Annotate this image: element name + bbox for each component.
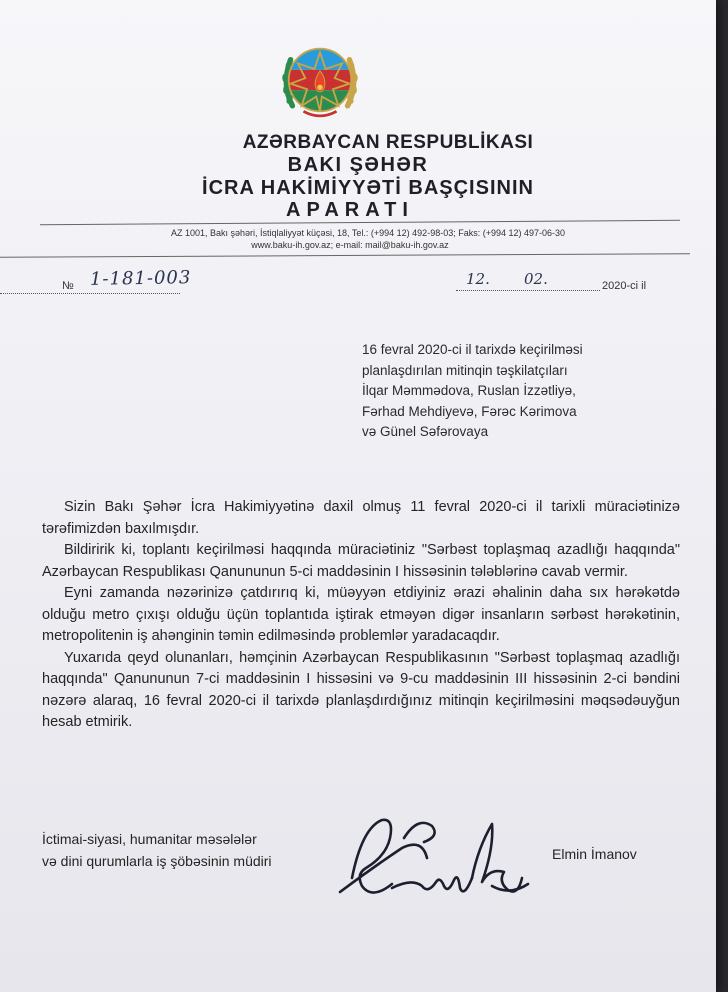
state-emblem-icon <box>274 34 366 126</box>
number-label: № <box>62 280 74 292</box>
contact-web-email: www.baku-ih.gov.az; e-mail: mail@baku-ih.gov.az <box>251 240 449 250</box>
header-apparat: APARATI <box>286 199 414 221</box>
addressee-line: və Günel Səfərovaya <box>362 424 489 439</box>
contact-address: AZ 1001, Bakı şəhəri, İstiqlaliyyət küçəsi, 18, Tel.: (+994 12) 492-98-03; Faks: (+994 12) 497-06-30 <box>170 228 566 238</box>
date-year: 2020-ci il <box>602 280 647 292</box>
addressee-line: planlaşdırılan mitinqin təşkilatçıları <box>362 362 568 378</box>
addressee-block <box>362 340 682 443</box>
body-paragraph: Sizin Bakı Şəhər İcra Hakimiyyətinə daxil olmuş 11 fevral 2020-ci il tarixli müraciətinizə tərəfimizdən baxılmışdır. <box>42 499 680 537</box>
body-paragraph: Yuxarıda qeyd olunanları, həmçinin Azərbaycan Respublikasının "Sərbəst toplaşmaq azadlığı haqqında" Qanununun 7-ci maddəsinin I hissəsini və 9-cu maddəsinin III hissəsinin 2-ci bəndini nəzərə alaraq, 16 fevral 2020-ci il tarixdə planlaşdırdığınız mitinqin keçirilməsini məqsədəuyğun hesab etmirik. <box>42 649 680 730</box>
addressee-line: 16 fevral 2020-ci il tarixdə keçirilməsi <box>362 342 583 357</box>
addressee-line: İlqar Məmmədova, Ruslan İzzətliyə, <box>362 383 576 398</box>
header-office: İCRA HAKİMİYYƏTİ BAŞÇISININ <box>202 177 534 199</box>
signer-title-line: və dini qurumlarla iş şöbəsinin müdiri <box>42 853 272 869</box>
body-paragraph: Eyni zamanda nəzərinizə çatdırırıq ki, müəyyən etdiyiniz ərazi əhalinin daha sıx hərəkətdə olduğu metro çıxışı olduğu üçün toplantıda iştirak etməyən digər insanların sərbəst hərəkətinin, metropolitenin iş ahənginin təmin edilməsində problemlər yaradacaqdır. <box>42 585 680 644</box>
letter-body <box>42 497 680 734</box>
reference-row <box>0 268 716 302</box>
date-underline <box>456 290 600 291</box>
signer-name: Elmin İmanov <box>552 846 637 862</box>
signer-title-line: İctimai-siyasi, humanitar məsələlər <box>42 831 257 847</box>
contact-divider <box>0 253 690 258</box>
header-city: BAKI ŞƏHƏR <box>287 154 429 176</box>
body-paragraph: Bildiririk ki, toplantı keçirilməsi haqqında müraciətiniz "Sərbəst toplaşmaq azadlığı haqqında" Azərbaycan Respublikası Qanununun 5-ci maddəsinin I hissəsinin tələblərinə cavab vermir. <box>42 542 680 580</box>
addressee-line: Fərhad Mehdiyevə, Fərəc Kərimova <box>362 403 577 419</box>
signer-title <box>42 828 272 872</box>
document-number: 1-181-003 <box>89 267 192 290</box>
date-month: 02. <box>524 270 548 288</box>
header-republic: AZƏRBAYCAN RESPUBLİKASI <box>242 132 534 153</box>
handwritten-signature-icon <box>332 808 552 918</box>
number-underline <box>0 293 180 294</box>
date-day: 12. <box>466 270 490 288</box>
